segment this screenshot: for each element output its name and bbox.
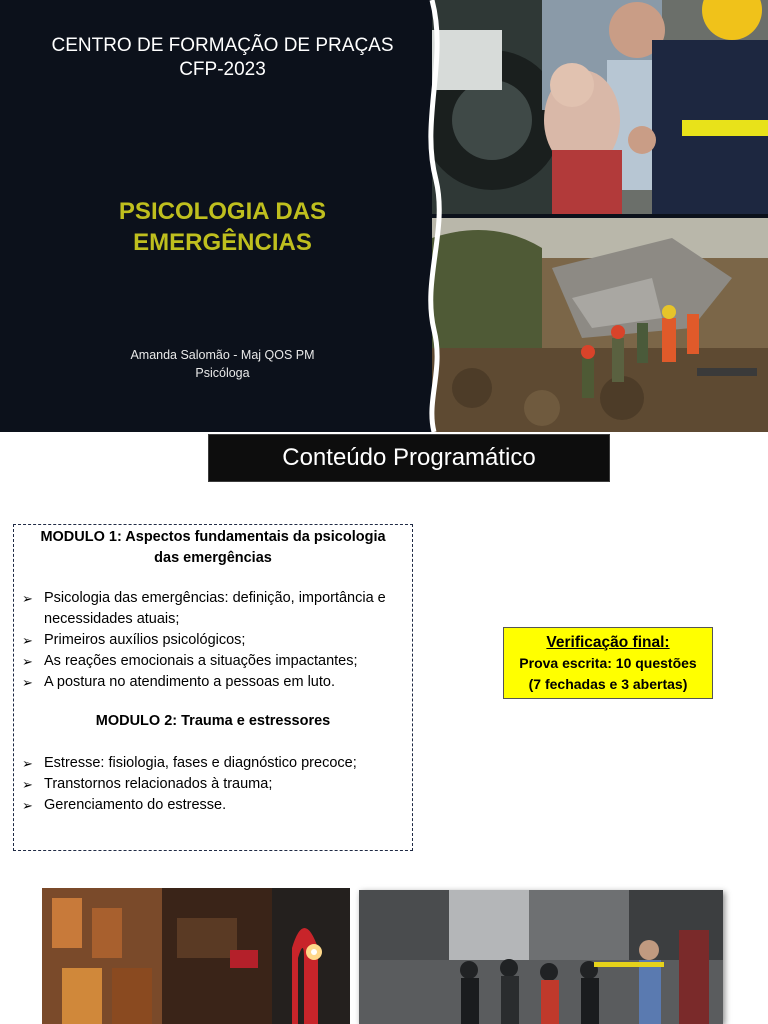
landslide-photo <box>432 218 768 432</box>
syllabus-box <box>13 524 413 851</box>
street-crowd-photo <box>359 890 723 1024</box>
fire-photo <box>42 888 350 1024</box>
list-item <box>22 753 404 774</box>
header-line-2: CFP-2023 <box>179 59 266 80</box>
wave-divider <box>418 0 458 432</box>
module-1-title-line-2: das emergências <box>154 550 272 566</box>
assessment-line-1: Prova escrita: 10 questões <box>519 655 697 671</box>
arrow-bullet-icon: ➢ <box>22 798 33 813</box>
list-item <box>22 630 404 651</box>
list-item <box>22 795 404 816</box>
rescue-photo <box>432 0 768 214</box>
title-panel <box>0 0 445 432</box>
item-text: A postura no atendimento a pessoas em luto. <box>44 674 335 690</box>
item-text: Psicologia das emergências: definição, importância e necessidades atuais; <box>44 590 386 627</box>
photo-collage <box>432 0 768 432</box>
list-item <box>22 588 404 630</box>
item-text: Transtornos relacionados à trauma; <box>44 776 273 792</box>
item-text: As reações emocionais a situações impactantes; <box>44 653 358 669</box>
module-1-list <box>22 588 404 693</box>
content-slide <box>0 432 768 1024</box>
item-text: Estresse: fisiologia, fases e diagnóstico precoce; <box>44 755 357 771</box>
final-assessment-box <box>503 627 713 699</box>
module-1-title-line-1: MODULO 1: Aspectos fundamentais da psicologia <box>40 529 386 545</box>
arrow-bullet-icon: ➢ <box>22 591 33 606</box>
item-text: Gerenciamento do estresse. <box>44 797 227 813</box>
list-item <box>22 672 404 693</box>
institution-header <box>0 34 445 82</box>
section-banner: Conteúdo Programático <box>208 434 610 482</box>
module-2-list <box>22 753 404 816</box>
title-line-1: PSICOLOGIA DAS <box>118 198 327 225</box>
assessment-title: Verificação final: <box>546 634 670 651</box>
author-block <box>0 346 445 382</box>
author-role: Psicóloga <box>195 366 250 380</box>
module-2-title: MODULO 2: Trauma e estressores <box>95 713 331 729</box>
arrow-bullet-icon: ➢ <box>22 633 33 648</box>
arrow-bullet-icon: ➢ <box>22 777 33 792</box>
module-1-title <box>22 527 404 569</box>
arrow-bullet-icon: ➢ <box>22 675 33 690</box>
course-title <box>0 196 445 258</box>
author-name: Amanda Salomão - Maj QOS PM <box>130 348 315 362</box>
item-text: Primeiros auxílios psicológicos; <box>44 632 246 648</box>
assessment-line-2: (7 fechadas e 3 abertas) <box>528 676 688 692</box>
list-item <box>22 774 404 795</box>
title-slide <box>0 0 768 432</box>
arrow-bullet-icon: ➢ <box>22 654 33 669</box>
title-line-2: EMERGÊNCIAS <box>133 229 312 256</box>
list-item <box>22 651 404 672</box>
arrow-bullet-icon: ➢ <box>22 756 33 771</box>
header-line-1: CENTRO DE FORMAÇÃO DE PRAÇAS <box>51 35 394 56</box>
